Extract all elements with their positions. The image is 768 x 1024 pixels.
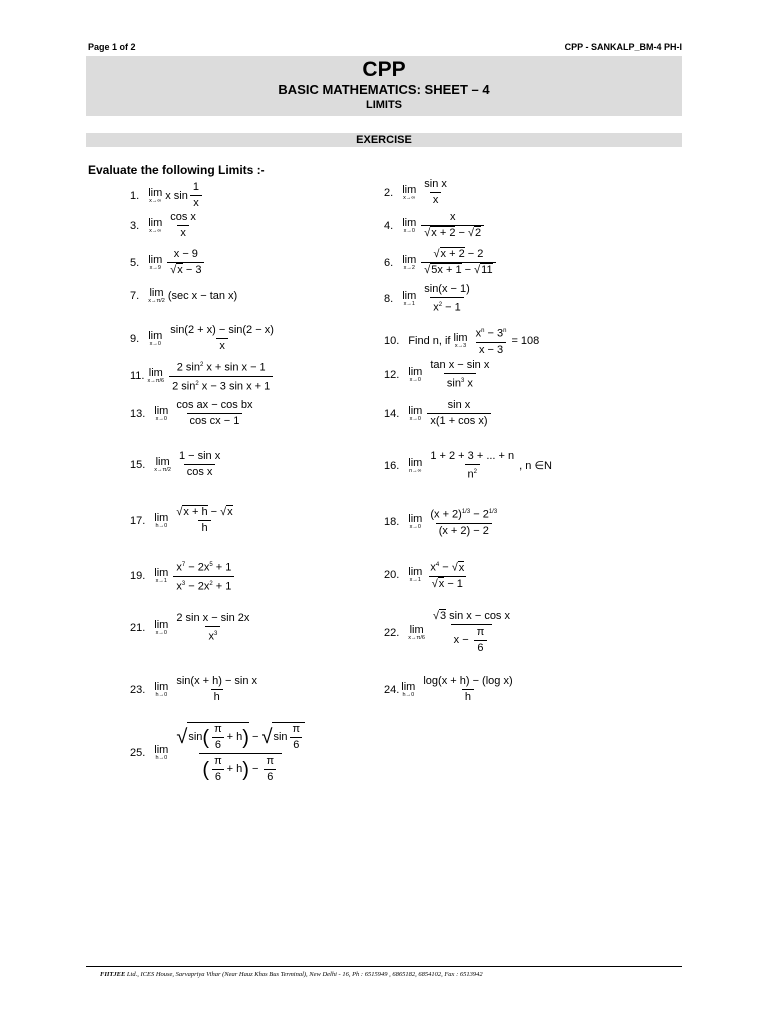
problem-number: 12. (384, 368, 400, 381)
limit-operator: lim x→2 (402, 253, 417, 271)
limit-operator: lim h→0 (154, 680, 169, 698)
header-subtitle: BASIC MATHEMATICS: SHEET – 4 (278, 82, 490, 97)
header-title: CPP (362, 58, 406, 81)
problem-12: 12. lim x→0 $\frac{\text{tan x − sin x}}{\sin^3 x}$ (384, 359, 490, 390)
footer (100, 971, 483, 978)
limit-operator: lim n→∞ (408, 456, 423, 474)
problem-15: 15. lim x→π/2 $\frac{\text{1 − sin x}}{\text{cos x}}$ (130, 450, 221, 478)
problem-number: 23. (130, 683, 146, 696)
problem-number: 2. (384, 186, 394, 199)
problem-21: 21. lim x→0 $\frac{\text{2 sin x − sin 2x}}{x^3}$ (130, 612, 250, 643)
problem-8: 8. lim x→1 $\frac{\sin(x - 1)}{x^2 - 1}$ (384, 283, 470, 314)
problem-number: 6. (384, 256, 394, 269)
problem-number: 20. (384, 568, 400, 581)
problem-number: 22. (384, 626, 400, 639)
problem-22: 22. lim x→π/6 √3 sin x − cos x x − $\frac{\pi}{6}$ (384, 610, 510, 654)
limit-operator: lim x→∞ (402, 183, 417, 201)
sheet-header (86, 56, 682, 116)
problem-number: 25. (130, 747, 146, 759)
problem-24: 24. lim h→0 $\frac{\text{log(x + h) − (log x)}}{h}$ (384, 675, 513, 703)
problem-number: 24. (384, 683, 400, 696)
problem-19: 19. lim x→1 $\frac{x^7 - 2x^5 + 1}{x^3 - 2x^2 + 1}$ (130, 559, 236, 593)
problem-number: 18. (384, 515, 400, 528)
limit-operator: lim x→3 (453, 331, 468, 349)
document-code: CPP - SANKALP_BM-4 PH-I (564, 42, 682, 52)
problem-number: 4. (384, 219, 394, 232)
problem-number: 9. (130, 332, 140, 345)
page-topbar (88, 42, 682, 52)
problem-number: 21. (130, 621, 146, 634)
problem-5: 5. lim x→9 $\frac{x - 9}{√x - 3}$ (130, 248, 206, 277)
problem-14: 14. lim x→0 $\frac{\text{sin x}}{\text{x(1 + cos x)}}$ (384, 399, 493, 428)
limit-operator: lim x→0 (154, 618, 169, 636)
problem-number: 14. (384, 407, 400, 420)
footer-divider (86, 966, 682, 967)
header-topic: LIMITS (365, 99, 403, 111)
limit-operator: lim x→π/6 (408, 623, 425, 641)
problem-number: 3. (130, 219, 140, 232)
limit-operator: lim x→9 (148, 253, 163, 271)
limit-operator: lim x→1 (408, 565, 423, 583)
problem-3: 3. lim x→∞ $\frac{\text{cos x}}{x}$ (130, 211, 196, 239)
problem-6: 6. lim x→2 $\frac{√x + 2 - 2}{√5x + 1 - √11}$ (384, 248, 498, 277)
problem-2: 2. lim x→∞ $\frac{\text{sin x}}{x}$ (384, 178, 447, 206)
problem-number: 1. (130, 189, 140, 202)
problem-7: 7. lim x→π/2 (sec x − tan x) (130, 287, 238, 304)
problem-number: 13. (130, 407, 146, 420)
instruction: Evaluate the following Limits :- (88, 163, 265, 177)
limit-operator: lim x→π/6 (147, 367, 165, 385)
limit-operator: lim x→0 (154, 404, 169, 422)
problem-25: 25. lim h→0 √ sin ( $\frac{\pi}{6}$ + h ) − √ sin $\frac{\pi}{6}$ ( $\frac{\pi}{6}$ + h ) − $\frac{\pi}{6}$ (130, 722, 310, 784)
limit-operator: lim h→0 (154, 511, 169, 529)
limit-operator: lim h→0 (154, 744, 169, 761)
problem-16: 16. lim n→∞ $\frac{1 + 2 + 3 + ... + n}{n^2}$ , n ∈N (384, 450, 552, 481)
problem-number: 5. (130, 256, 140, 269)
problem-number: 17. (130, 514, 146, 527)
problem-number: 7. (130, 290, 140, 302)
limit-operator: lim x→0 (408, 365, 423, 383)
problem-13: 13. lim x→0 $\frac{\text{cos ax − cos bx}}{\text{cos cx − 1}}$ (130, 399, 253, 427)
problem-number: 10. (384, 334, 400, 347)
limit-operator: lim x→0 (148, 329, 163, 347)
problem-number: 16. (384, 459, 400, 472)
limit-operator: lim x→0 (402, 216, 417, 234)
problem-number: 15. (130, 458, 146, 471)
problem-11: 11. lim x→π/6 $\frac{2 \sin^2 x + \sin x - 1}{2 \sin^2 x - 3 \sin x + 1}$ (130, 359, 275, 393)
problem-20: 20. lim x→1 $\frac{x^4 - √x}{√x - 1}$ (384, 561, 465, 590)
problem-9: 9. lim x→0 $\frac{\sin(2 + x) - \sin(2 - x)}{x}$ (130, 324, 274, 352)
limit-operator: lim x→1 (154, 567, 169, 585)
problem-number: 8. (384, 292, 394, 305)
page-number: Page 1 of 2 (88, 42, 136, 52)
footer-address: Ltd., ICES House, Sarvapriya Vihar (Near Hauz Khas Bus Terminal), New Delhi - 16, Ph : 6515949 , 6865182, 6854102, Fax : 6513942 (125, 971, 483, 978)
problem-1: 1. lim x→∞ x sin $\frac{1}{x}$ (130, 181, 204, 210)
problem-17: 17. lim h→0 $\frac{√x + h - √x}{h}$ (130, 506, 233, 534)
problem-number: 19. (130, 570, 146, 583)
limit-operator: lim x→0 (408, 404, 423, 422)
limit-operator: lim x→0 (408, 512, 423, 530)
footer-logo: FIITJEE (100, 971, 126, 978)
limit-operator: lim x→1 (402, 289, 417, 307)
limit-operator: lim x→π/2 (148, 287, 165, 304)
problem-10: 10. Find n, if lim x→3 $\frac{x^n - 3^n}{x - 3}$ = 108 (384, 327, 540, 356)
limit-operator: lim x→π/2 (154, 455, 171, 473)
problem-4: 4. lim x→0 $\frac{x}{√x + 2 - √2}$ (384, 211, 486, 240)
problem-23: 23. lim h→0 $\frac{\text{sin(x + h) − sin x}}{h}$ (130, 675, 258, 703)
exercise-bar: EXERCISE (86, 133, 682, 147)
problem-18: 18. lim x→0 $\frac{(x + 2)^{1/3} - 2^{1/3}}{(x + 2) - 2}$ (384, 508, 498, 537)
limit-operator: lim x→∞ (148, 186, 163, 204)
limit-operator: lim x→∞ (148, 216, 163, 234)
problem-number: 11. (130, 370, 145, 383)
limit-operator: lim h→0 (401, 680, 416, 698)
